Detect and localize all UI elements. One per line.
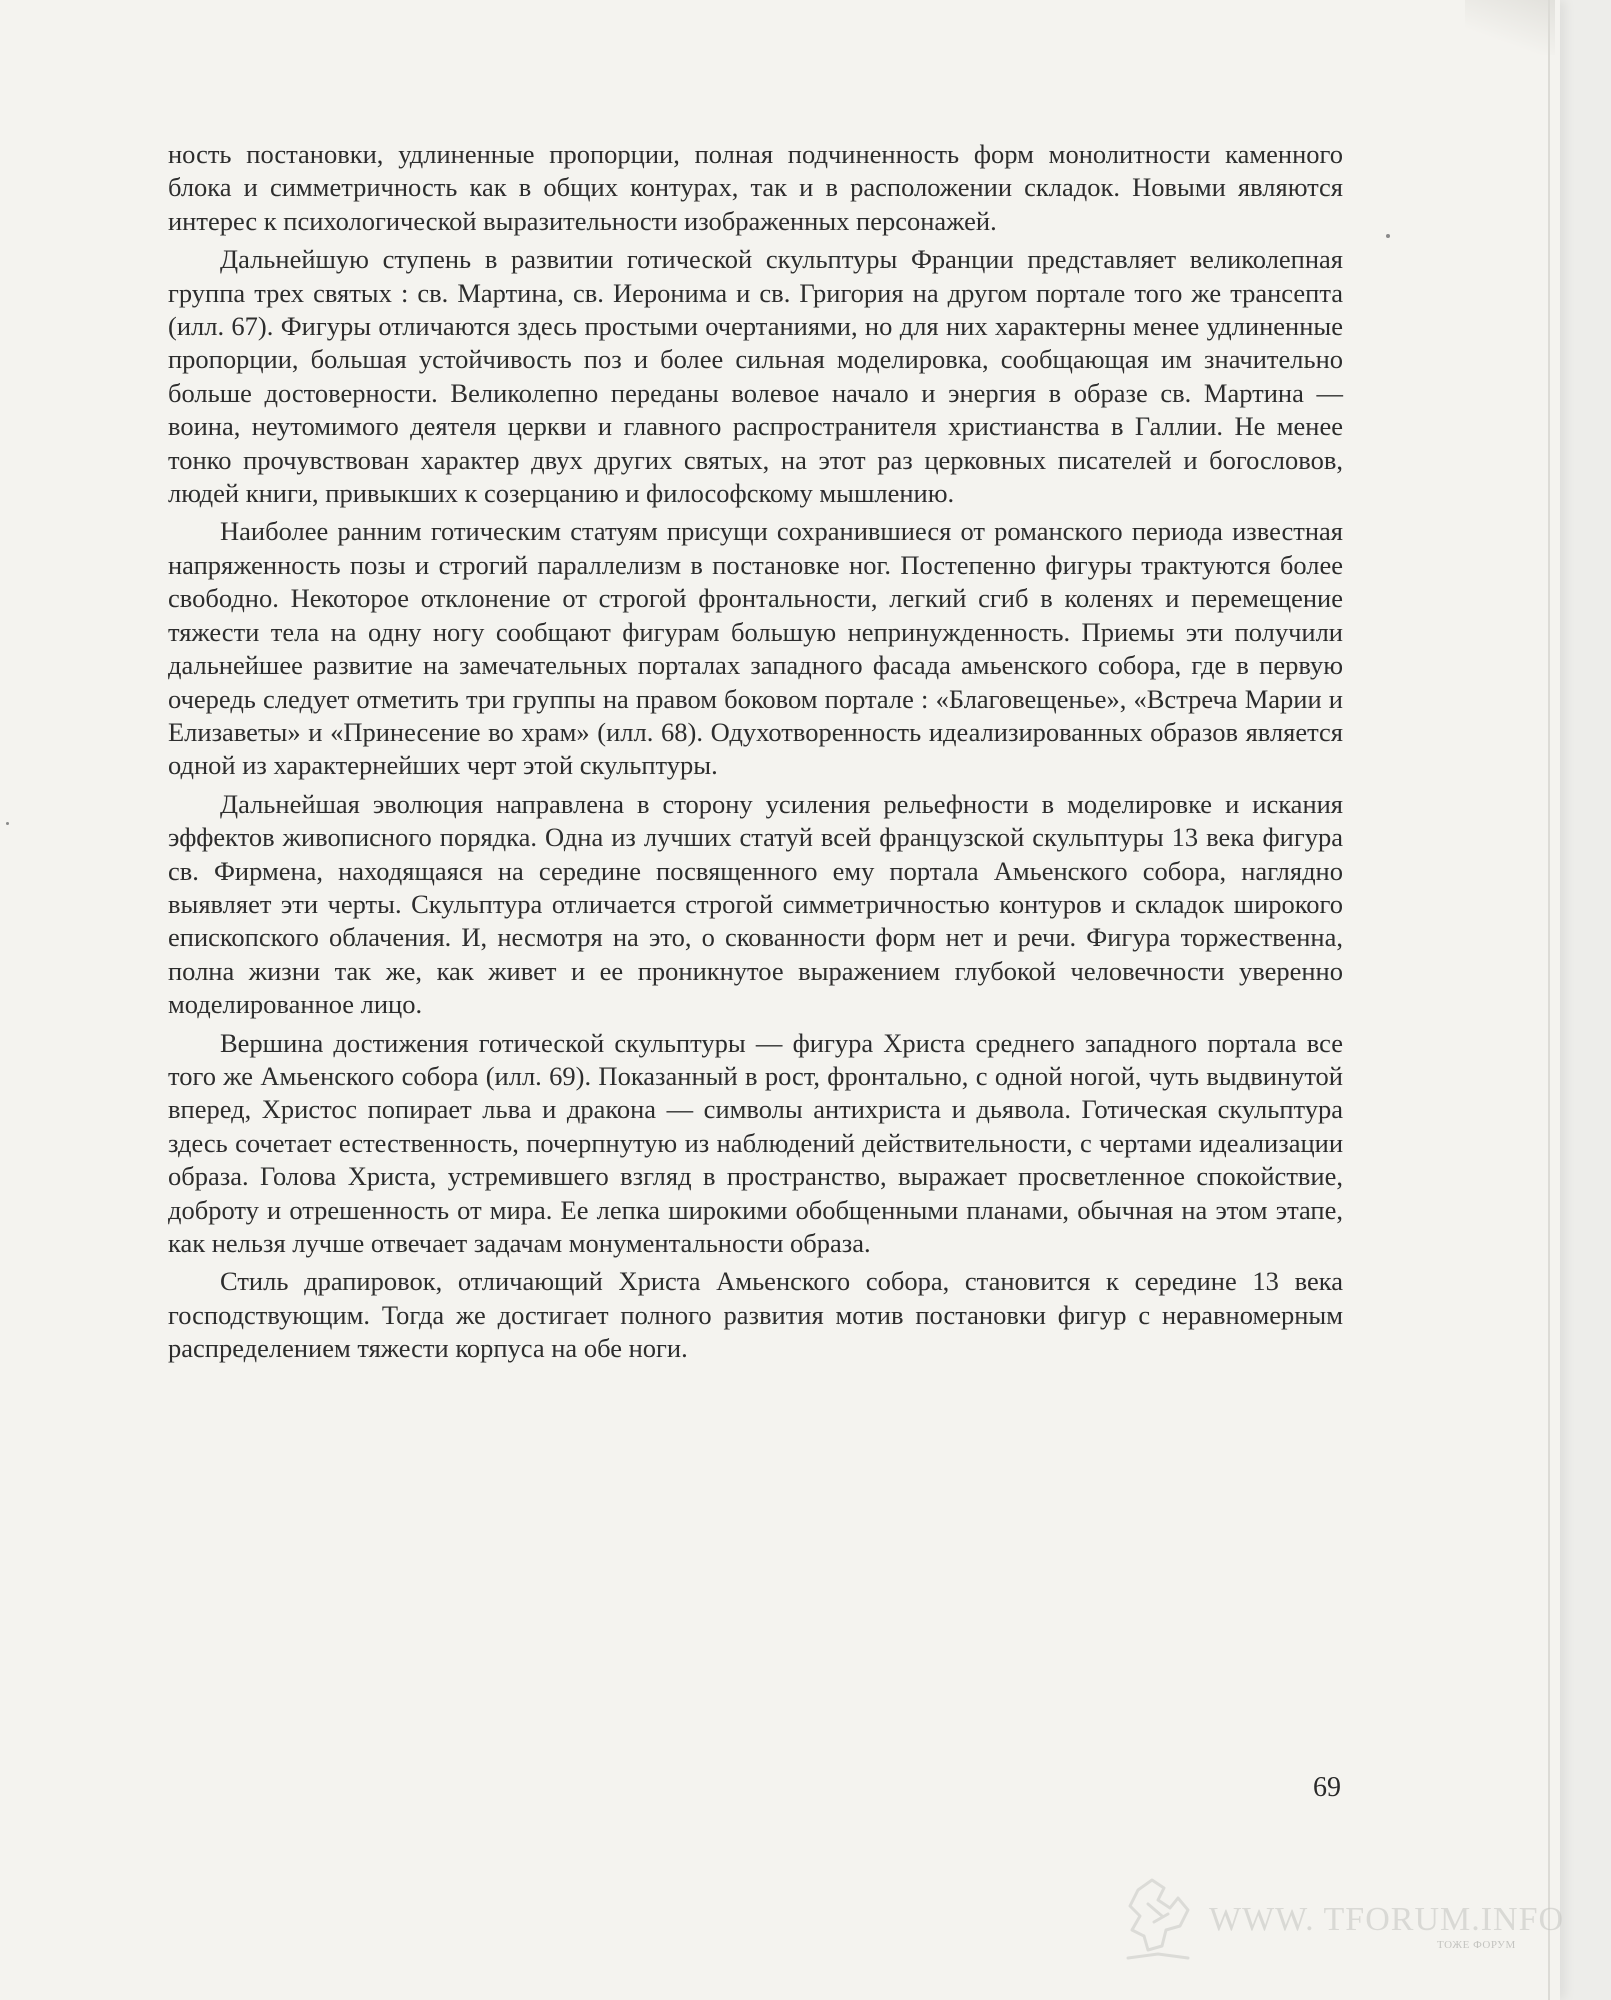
scan-speck bbox=[1386, 234, 1390, 238]
body-text bbox=[168, 138, 1343, 1371]
page-number: 69 bbox=[1313, 1772, 1341, 1803]
paragraph-1: ность постановки, удлиненные пропорции, полная подчиненность форм монолитности каменного блока и симметричность как в общих контурах, так и в расположении складок. Новыми являются интерес к психологической выразительности изображенных персонажей. bbox=[168, 139, 1343, 236]
paragraph-6: Стиль драпировок, отличающий Христа Амьенского собора, становится к середине 13 века господствующим. Тогда же достигает полного развития мотив постановки фигур с неравномерным распределением тяжести корпуса на обе ноги. bbox=[168, 1266, 1343, 1364]
paragraph-4: Дальнейшая эволюция направлена в сторону усиления рельефности в моделировке и искания эффектов живописного порядка. Одна из лучших статуй всей французской скульптуры 13 века фигура св. Фирмена, находящаяся на середине посвященного ему портала Амьенского собора, наглядно выявляет эти черты. Скульптура отличается строгой симметричностью контуров и складок широкого епископского облачения. И, несмотря на это, о скованности форм нет и речи. Фигура торжественна, полна жизни так же, как живет и ее проникнутое выражением глубокой человечности уверенно моделированное лицо. bbox=[168, 788, 1343, 1020]
watermark-text: WWW. TFORUM.INFO bbox=[1209, 1900, 1565, 1938]
page-edge bbox=[1548, 0, 1550, 2000]
page-corner-fold bbox=[1465, 0, 1555, 55]
knight-logo-icon bbox=[1118, 1870, 1203, 1965]
paragraph-5: Вершина достижения готической скульптуры — фигура Христа среднего западного портала все того же Амьенского собора (илл. 69). Показанный в рост, фронтально, с одной ногой, чуть выдвинутой вперед, Христос попирает льва и дракона — символы антихриста и дьявола. Готическая скульптура здесь сочетает естественность, почерпнутую из наблюдений действительности, с чертами идеализации образа. Голова Христа, устремившего взгляд в пространство, выражает просветленное спокойствие, доброту и отрешенность от мира. Ее лепка широкими обобщенными планами, обычная на этом этапе, как нельзя лучше отвечает задачам монументальности образа. bbox=[168, 1027, 1343, 1258]
watermark-subtext: ТОЖЕ ФОРУМ bbox=[1437, 1939, 1516, 1951]
paragraph-3: Наиболее ранним готическим статуям присущи сохранившиеся от романского периода известная напряженность позы и строгий параллелизм в постановке ног. Постепенно фигуры трактуются более свободно. Некоторое отклонение от строгой фронтальности, легкий сгиб в коленях и перемещение тяжести тела на одну ногу сообщают фигурам большую непринужденность. Приемы эти получили дальнейшее развитие на замечательных порталах западного фасада амьенского собора, где в первую очередь следует отметить три группы на правом боковом портале : «Благовещенье», «Встреча Марии и Елизаветы» и «Принесение во храм» (илл. 68). Одухотворенность идеализированных образов является одной из характернейших черт этой скульптуры. bbox=[168, 516, 1343, 781]
scan-speck-left bbox=[6, 822, 9, 825]
paragraph-2: Дальнейшую ступень в развитии готической скульптуры Франции представляет великолепная группа трех святых : св. Мартина, св. Иеронима и св. Григория на другом портале того же трансепта (илл. 67). Фигуры отличаются здесь простыми очертаниями, но для них характерны менее удлиненные пропорции, большая устойчивость поз и более сильная моделировка, сообщающая им значительно больше достоверности. Великолепно переданы волевое начало и энергия в образе св. Мартина — воина, неутомимого деятеля церкви и главного распространителя христианства в Галлии. Не менее тонко прочувствован характер двух других святых, на этот раз церковных писателей и богословов, людей книги, привыкших к созерцанию и философскому мышлению. bbox=[168, 244, 1343, 509]
